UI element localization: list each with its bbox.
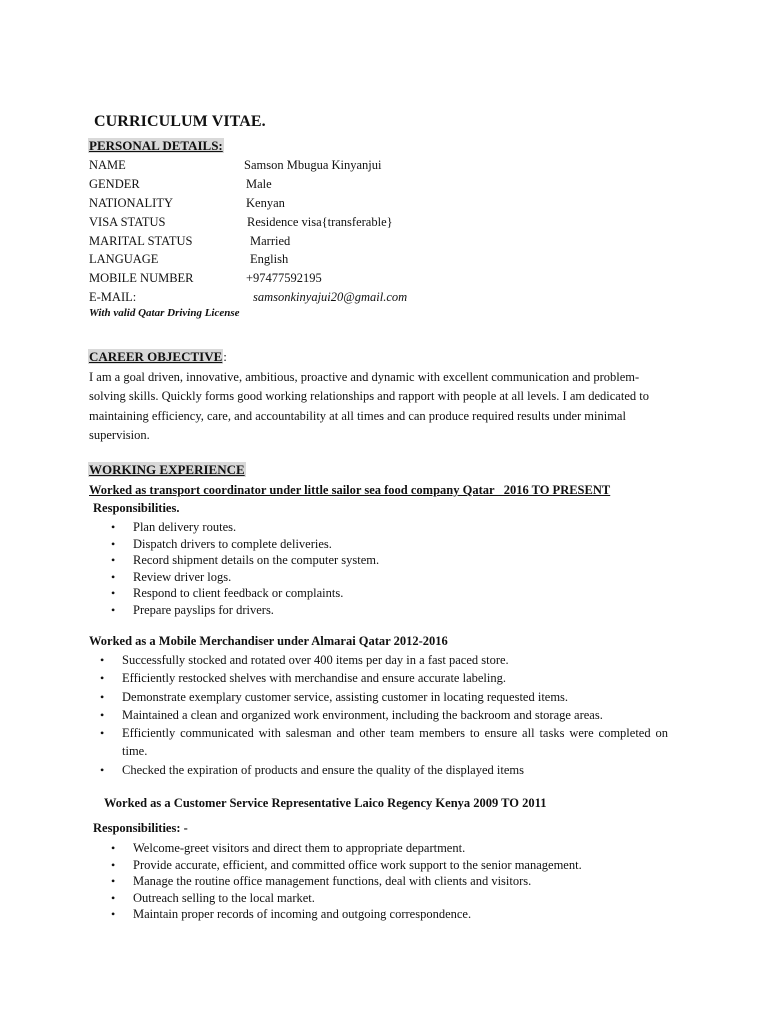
heading-colon: : [223,349,227,364]
detail-value: English [250,252,289,266]
list-item: • Plan delivery routes. [133,519,379,536]
list-item: • Prepare payslips for drivers. [133,602,379,619]
email-link[interactable]: samsonkinyajui20@gmail.com [253,290,408,304]
list-item: • Maintain proper records of incoming and outgoing correspondence. [133,906,582,923]
responsibilities-label: Responsibilities: - [93,821,188,835]
detail-label: GENDER [89,177,140,191]
job-title-mobile-merchandiser: Worked as a Mobile Merchandiser under Almarai Qatar 2012-2016 [89,634,448,648]
working-experience-heading: WORKING EXPERIENCE [89,462,245,477]
job-1-responsibilities [133,519,379,619]
job-3-responsibilities [133,840,582,923]
job-2-responsibilities [122,651,668,779]
detail-label: NATIONALITY [89,196,174,210]
detail-label: E-MAIL: [89,290,137,304]
detail-label: LANGUAGE [89,252,159,266]
list-item: • Maintained a clean and organized work environment, including the backroom and storage areas. [122,706,668,724]
detail-value: Male [246,177,272,191]
career-objective-heading-line [88,349,227,365]
detail-label: NAME [89,158,126,172]
responsibilities-label: Responsibilities. [93,501,180,515]
list-item: • Checked the expiration of products and ensure the quality of the displayed items [122,761,668,779]
list-item: • Review driver logs. [133,569,379,586]
driving-license-note: With valid Qatar Driving License [89,307,240,319]
list-item: • Outreach selling to the local market. [133,890,582,907]
list-item: • Efficiently communicated with salesman and other team members to ensure all tasks were completed on time. [122,724,668,761]
list-item: • Record shipment details on the computer system. [133,552,379,569]
career-objective-text: I am a goal driven, innovative, ambitious, proactive and dynamic with excellent communication and problem-solving skills. Quickly forms good working relationships and rapport with people at all levels. I am dedicated to maintaining efficiency, care, and accountability at all times and can produce required results under minimal supervision. [89,370,649,443]
career-objective-heading: CAREER OBJECTIVE [89,349,223,364]
list-item: • Welcome-greet visitors and direct them to appropriate department. [133,840,582,857]
list-item: • Respond to client feedback or complaints. [133,585,379,602]
detail-label: MARITAL STATUS [89,234,193,248]
personal-details-heading: PERSONAL DETAILS: [89,138,223,153]
detail-value: Kenyan [246,196,285,210]
detail-value: Residence visa{transferable} [247,215,393,229]
detail-value: Married [250,234,291,248]
job-title-transport-coordinator: Worked as transport coordinator under little sailor sea food company Qatar 2016 TO PRESENT [89,483,611,497]
list-item: • Dispatch drivers to complete deliveries. [133,536,379,553]
job-title-customer-service: Worked as a Customer Service Representative Laico Regency Kenya 2009 TO 2011 [104,796,547,810]
list-item: • Successfully stocked and rotated over 400 items per day in a fast paced store. [122,651,668,669]
list-item: • Demonstrate exemplary customer service, assisting customer in locating requested items. [122,688,668,706]
list-item: • Provide accurate, efficient, and committed office work support to the senior management. [133,857,582,874]
list-item: • Manage the routine office management functions, deal with clients and visitors. [133,873,582,890]
detail-value: Samson Mbugua Kinyanjui [244,158,382,172]
list-item: • Efficiently restocked shelves with merchandise and ensure accurate labeling. [122,669,668,687]
detail-label: MOBILE NUMBER [89,271,194,285]
detail-value: +97477592195 [246,271,322,285]
document-title: CURRICULUM VITAE. [94,113,266,130]
detail-label: VISA STATUS [89,215,166,229]
